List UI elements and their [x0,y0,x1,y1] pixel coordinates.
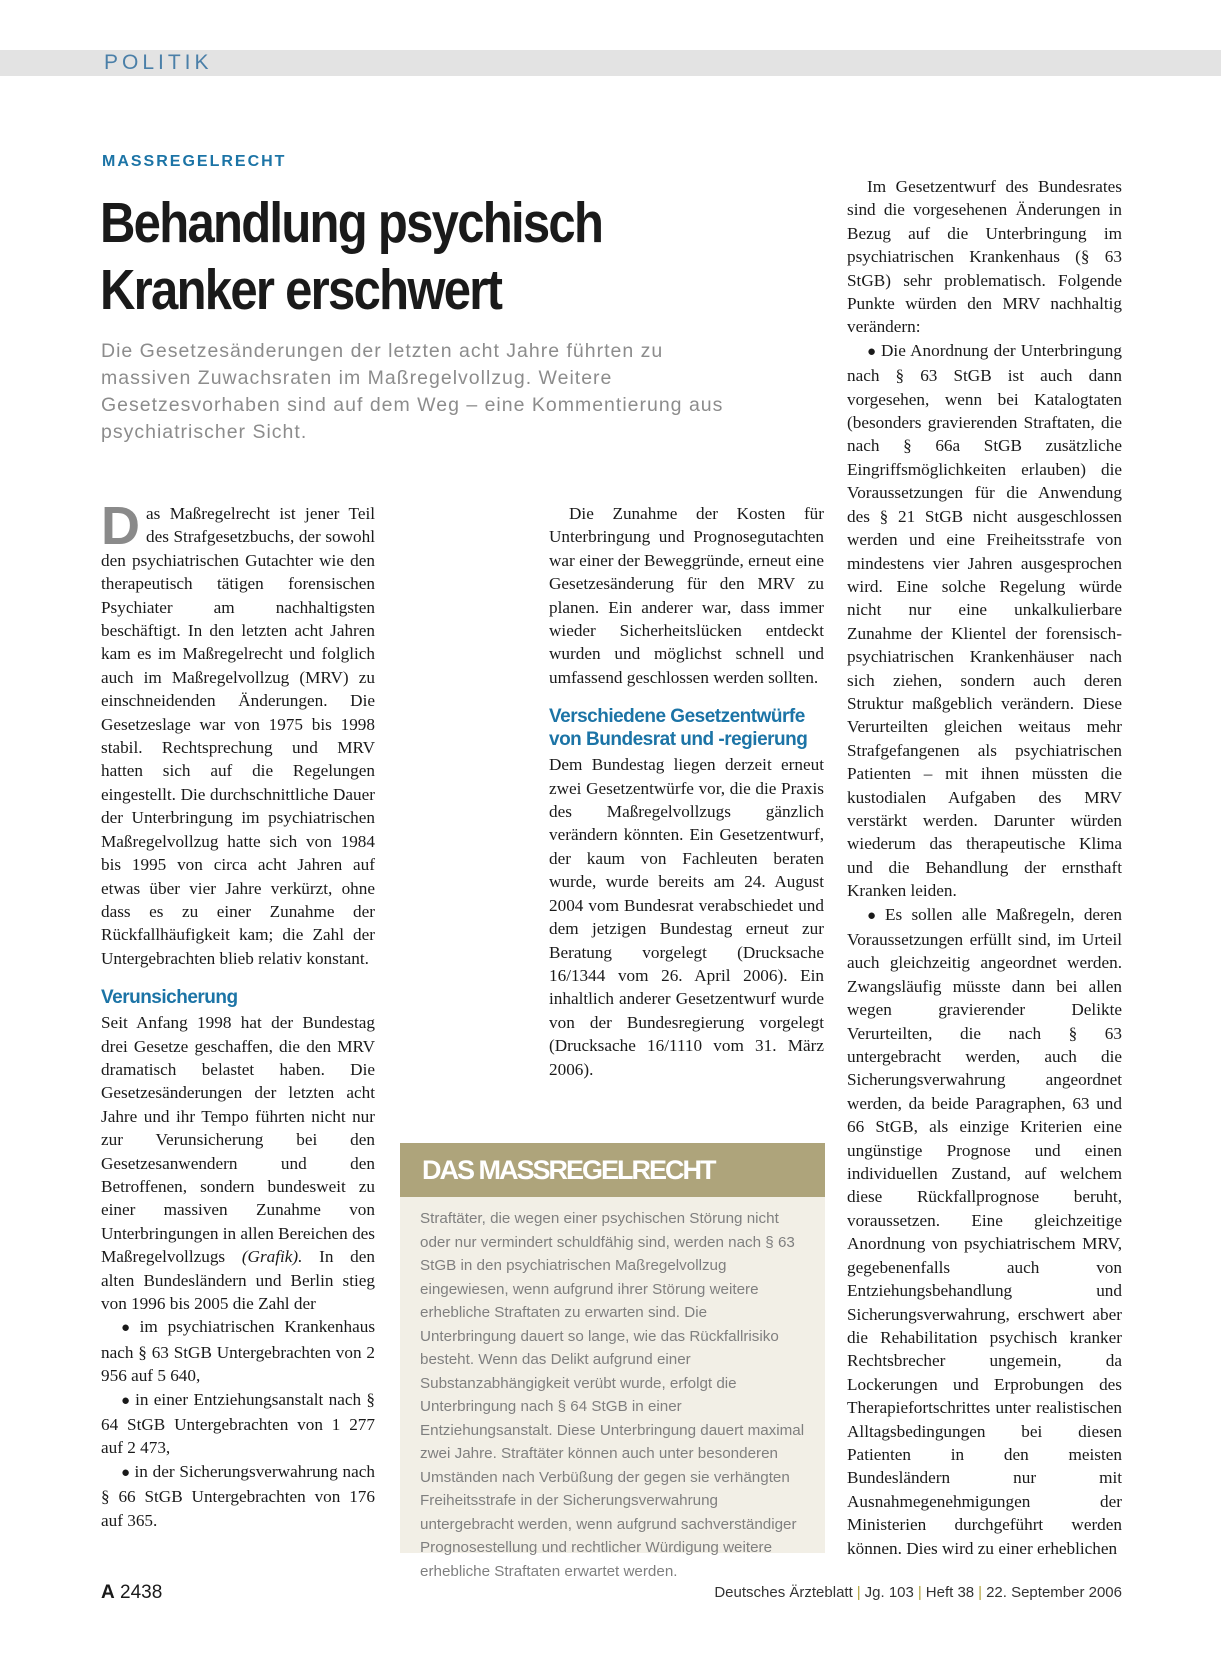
bullet-text-4: Die Anordnung der Unterbringung nach § 63 StGB ist auch dann vorgesehen, wenn bei Katalogtaten (besonders gravierenden Straftaten, die nach § 66a StGB zusätzliche Eingriffsmöglichkeiten erlauben) die Voraussetzungen für die Anwendung des § 21 StGB nicht ausgeschlossen werden und eine Freiheitsstrafe von mindestens vier Jahren ausgesprochen wird. Eine solche Regelung würde nicht nur eine unkalkulierbare Zunahme der Klientel der forensisch-psychiatrischen Krankenhäuser nach sich ziehen, sondern auch deren Struktur maßgeblich verändern. Diese Verurteilten gleichen weitaus mehr Strafgefangenen als psychiatrischen Patienten – mit ihnen müssten die kustodialen Aufgaben des MRV verstärkt werden. Darunter würden wiederum das therapeutische Klima und die Behandlung der ernsthaft Kranken leiden. [847,340,1122,901]
bullet-text-1: im psychiatrischen Krankenhaus nach § 63 StGB Untergebrachten von 2 956 auf 5 640, [101,1317,376,1386]
journal-date: 22. September 2006 [986,1584,1122,1601]
bullet-text-3: in der Sicherungsverwahrung nach § 66 StGB Untergebrachten von 176 auf 365. [101,1461,375,1530]
journal-volume: Jg. 103 [864,1584,914,1601]
paragraph-verunsicherung [101,1011,375,1315]
column-3 [847,175,1122,1560]
bullet-item [847,339,1122,903]
infobox-text: Straftäter, die wegen einer psychischen Störung nicht oder nur vermindert schuldfähig sind, werden nach § 63 StGB in den psychiatrischen Maßregelvollzug eingewiesen, wenn aufgrund ihrer Störung weitere erhebliche Straftaten zu erwarten sind. Die Unterbringung dauert so lange, wie das Rückfallrisiko besteht. Wenn das Delikt aufgrund einer Substanzabhängigkeit verübt wurde, erfolgt die Unterbringung nach § 64 StGB in einer Entziehungsanstalt. Diese Unterbringung dauert maximal zwei Jahre. Straftäter können auch unter besonderen Umständen nach Verbüßung der gegen sie verhängten Freiheitsstrafe in der Sicherungsverwahrung untergebracht werden, wenn aufgrund sachverständiger Prognosestellung und rechtlicher Würdigung weitere erhebliche Straftaten erwartet werden. [420,1210,805,1580]
article-headline: Behandlung psychisch Kranker erschwert [100,191,603,322]
column-1 [101,496,376,1532]
grafik-reference: (Grafik). [241,1247,303,1267]
paragraph-verunsicherung-text-b: In den alten Bundesländern und Berlin stieg von 1996 bis 2005 die Zahl der [101,1247,375,1313]
separator: | [856,1584,861,1601]
paragraph-intro [101,496,375,970]
page-number-value: 2438 [120,1582,163,1603]
bullet-item [101,1315,375,1387]
journal-issue: Heft 38 [925,1584,975,1601]
separator: | [917,1584,922,1601]
paragraph-gesetzentwuerfe: Dem Bundestag liegen derzeit erneut zwei Gesetzentwürfe vor, die die Praxis des Maßregelvollzugs gänzlich verändern könnten. Ein Gesetzentwurf, der kaum von Fachleuten beraten wurde, wurde bereits am 24. August 2004 vom Bundesrat verabschiedet und dem jetzigen Bundestag erneut zur Beratung vorgelegt (Drucksache 16/1344 vom 26. April 2006). Ein inhaltlich anderer Gesetzentwurf wurde von der Bundesregierung vorgelegt (Drucksache 16/1110 vom 31. März 2006). [549,755,824,1079]
bullet-icon: ● [867,343,877,360]
bullet-item [101,1460,375,1532]
bullet-item [847,903,1122,1560]
paragraph-bundesrat: Im Gesetzentwurf des Bundesrates sind die vorgesehenen Änderungen in Bezug auf die Unterbringung im psychiatrischen Krankenhaus (§ 63 StGB) sehr problematisch. Folgende Punkte würden den MRV nachhaltig verändern: [847,177,1122,337]
separator: | [978,1584,983,1601]
journal-name: Deutsches Ärzteblatt [714,1584,853,1601]
bullet-icon: ● [121,1464,131,1481]
paragraph-verunsicherung-text-a: Seit Anfang 1998 hat der Bundestag drei Gesetze geschaffen, die den MRV dramatisch belastet haben. Die Gesetzesänderungen der letzten acht Jahre und ihr Tempo führten nicht nur zur Verunsicherung bei den Gesetzesanwendern und den Betroffenen, sondern bundesweit zu einer massiven Zunahme von Unterbringungen in allen Bereichen des Maßregelvollzugs [101,1013,375,1267]
infobox [400,1143,825,1580]
column-2 [549,502,824,1081]
bullet-item [101,1388,375,1460]
paragraph-intro-text: as Maßregelrecht ist jener Teil des Strafgesetzbuchs, der sowohl den psychiatrischen Gutachter wie den therapeutisch tätigen forensischen Psychiater am nachhaltigsten beschäftigt. In den letzten acht Jahren kam es im Maßregelrecht und folglich auch im Maßregelvollzug (MRV) zu einschneidenden Änderungen. Die Gesetzeslage war von 1975 bis 1998 stabil. Rechtsprechung und MRV hatten sich auf die Regelungen eingestellt. Die durchschnittliche Dauer der Unterbringung im psychiatrischen Maßregelvollzug hatte sich von 1984 bis 1995 von circa acht Jahren auf etwas über vier Jahre verkürzt, ohne dass es zu einer Zunahme der Rückfallhäufigkeit kam; die Zahl der Untergebrachten blieb relativ konstant. [101,504,375,968]
subhead-verunsicherung: Verunsicherung [101,987,238,1009]
footer-citation [714,1584,1122,1601]
bullet-icon: ● [121,1320,136,1337]
article-kicker: MASSREGELRECHT [102,153,287,170]
article-deck: Die Gesetzesänderungen der letzten acht Jahre führten zu massiven Zuwachsraten im Maßregelvollzug. Weitere Gesetzesvorhaben sind auf dem Weg – eine Kommentierung aus psychiatrischer Sicht. [101,340,724,443]
bullet-text-5: Es sollen alle Maßregeln, deren Voraussetzungen erfüllt sind, im Urteil auch gleichzeitig angeordnet werden. Zwangsläufig müsste dann bei allen wegen gravierender Delikte Verurteilten, die nach § 63 untergebracht werden, auch die Sicherungsverwahrung angeordnet werden, da beide Paragraphen, 63 und 66 StGB, als einzige Kriterien eine ungünstige Prognose und einen individuellen Zustand, auf welchem diese Rückfallprognose beruht, voraussetzen. Eine gleichzeitige Anordnung von psychiatrischem MRV, gegebenenfalls auch von Entziehungsbehandlung und Sicherungsverwahrung, erschwert aber die Rehabilitation psychisch kranker Rechtsbrecher ungemein, da Lockerungen und Erprobungen des Therapiefortschrittes unter realistischen Alltagsbedingungen bei diesen Patienten in den meisten Bundesländern nur mit Ausnahmegenehmigungen der Ministerien durchgeführt werden können. Dies wird zu einer erheblichen [847,904,1123,1558]
subhead-gesetzentwuerfe: Verschiedene Gesetzentwürfe von Bundesrat und -regierung [549,706,808,751]
paragraph-kosten: Die Zunahme der Kosten für Unterbringung und Prognosegutachten war einer der Beweggründe, erneut eine Gesetzesänderung für den MRV zu planen. Ein anderer war, dass immer wieder Sicherheitslücken entdeckt wurden und möglichst schnell und umfassend geschlossen werden sollten. [549,504,824,687]
page-prefix: A [101,1582,115,1603]
page-number [101,1582,162,1604]
bullet-icon: ● [121,1392,132,1409]
bullet-icon: ● [867,907,882,924]
drop-cap: D [101,496,140,556]
infobox-title: DAS MASSREGELRECHT [400,1143,825,1197]
bullet-text-2: in einer Entziehungsanstalt nach § 64 StGB Untergebrachten von 1 277 auf 2 473, [101,1389,375,1458]
section-label: POLITIK [104,51,213,74]
